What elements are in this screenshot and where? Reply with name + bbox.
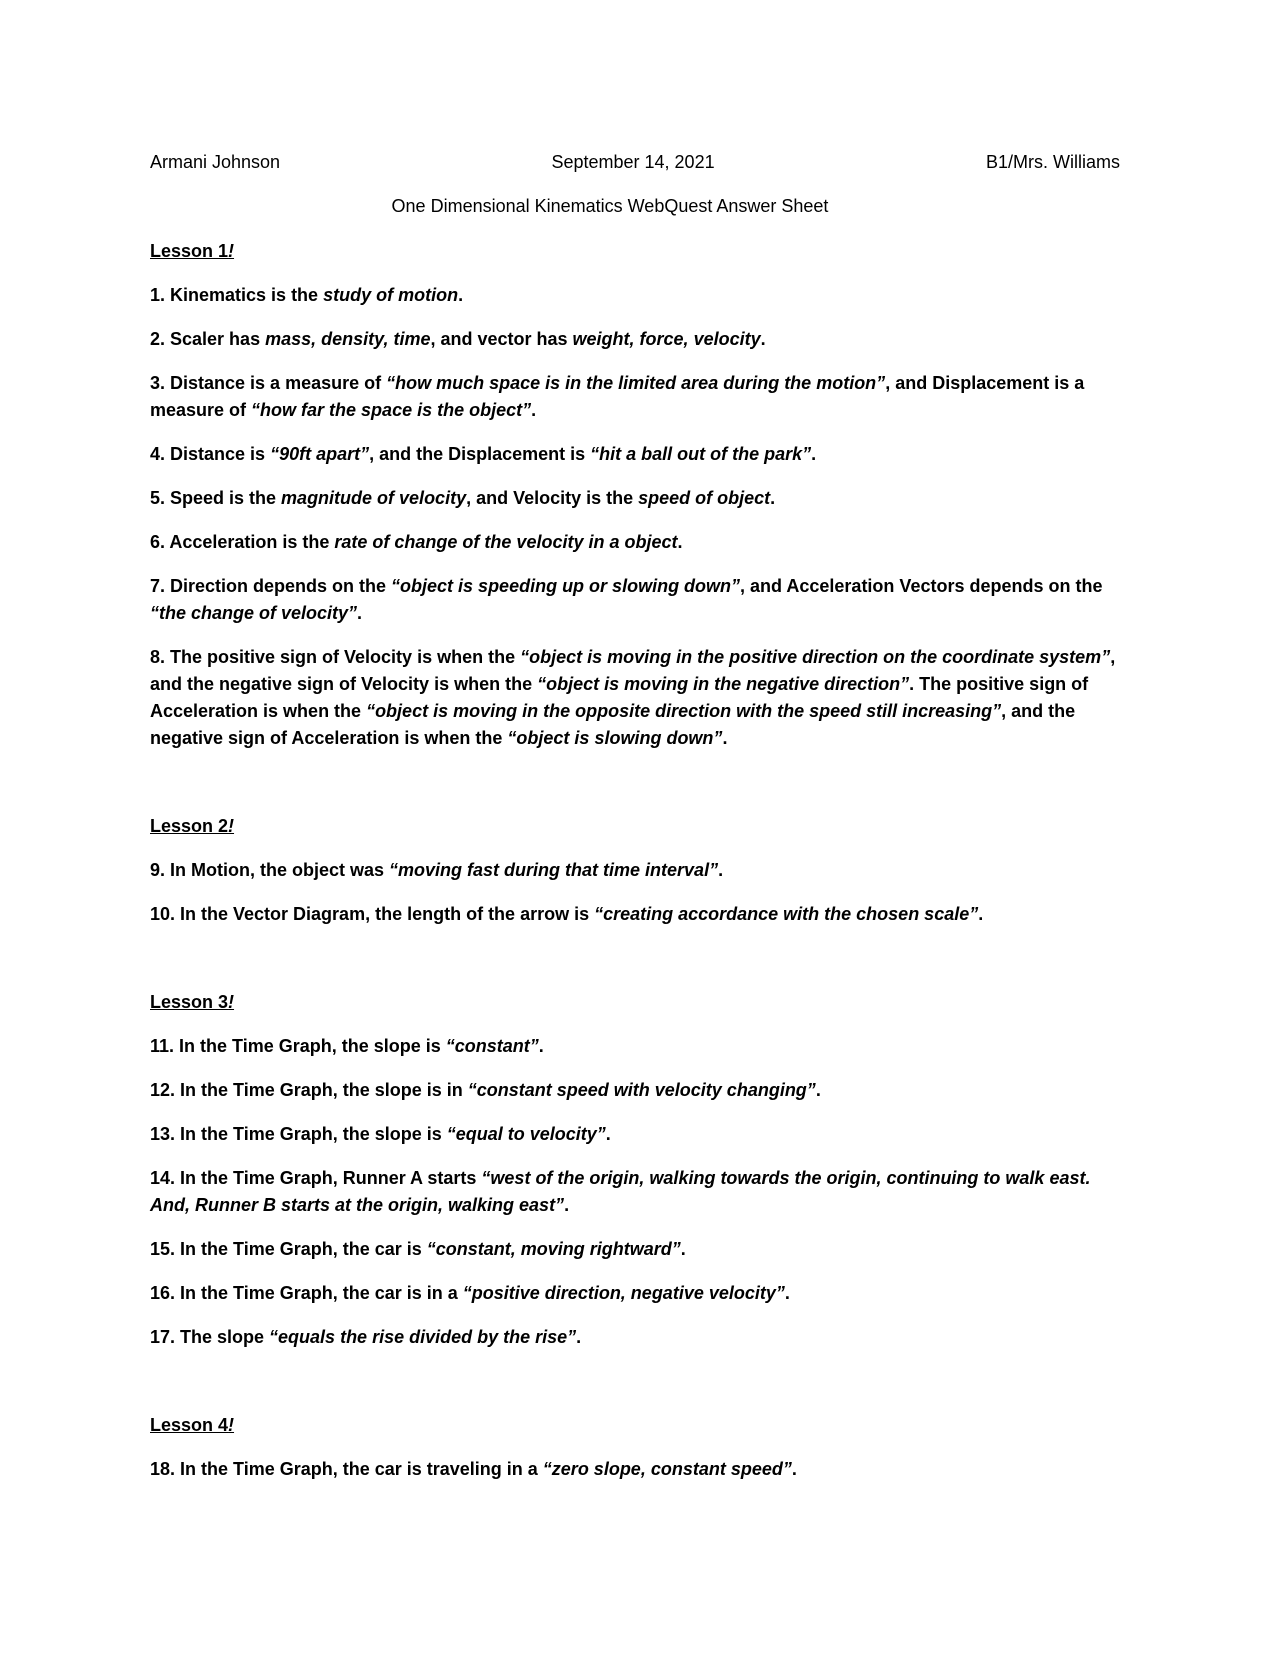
answer-text: “moving fast during that time interval” — [389, 860, 719, 880]
student-name: Armani Johnson — [150, 152, 281, 172]
answer-text: “the change of velocity” — [150, 603, 358, 623]
question-text: , and Displacement is a measure of — [150, 373, 1085, 420]
question-text: , and vector has — [430, 329, 573, 349]
answer-item — [150, 485, 1120, 512]
answer-text: “object is speeding up or slowing down” — [391, 576, 741, 596]
lesson-heading — [150, 813, 1120, 840]
class-teacher: B1/Mrs. Williams — [985, 152, 1120, 172]
answer-item — [150, 282, 1120, 309]
answer-item — [150, 644, 1120, 752]
question-text: 8. The positive sign of Velocity is when the — [150, 647, 521, 667]
question-text: . — [605, 1124, 611, 1144]
question-text: . The positive sign of Acceleration is when the — [150, 674, 1089, 721]
question-text: 13. In the Time Graph, the slope is — [150, 1124, 447, 1144]
lesson-heading-label: Lesson 4 — [150, 1415, 229, 1435]
question-text: 12. In the Time Graph, the slope is in — [150, 1080, 468, 1100]
answer-text: rate of change of the velocity in a object — [334, 532, 678, 552]
question-text: . — [531, 400, 537, 420]
section-spacer — [150, 1368, 1120, 1412]
question-text: . — [576, 1327, 582, 1347]
answer-text: “constant speed with velocity changing” — [467, 1080, 816, 1100]
question-text: , and the negative sign of Acceleration is when the — [150, 701, 1076, 748]
question-text: , and the Displacement is — [369, 444, 591, 464]
question-text: 3. Distance is a measure of — [150, 373, 387, 393]
question-text: 14. In the Time Graph, Runner A starts — [150, 1168, 482, 1188]
question-text: 6. Acceleration is the — [150, 532, 335, 552]
answer-text: “west of the origin, walking towards the origin, continuing to walk east. And, Runner B starts at the origin, walking east” — [150, 1168, 1091, 1215]
question-text: . — [357, 603, 363, 623]
question-text: 9. In Motion, the object was — [150, 860, 390, 880]
answer-item — [150, 1280, 1120, 1307]
question-text: . — [538, 1036, 544, 1056]
answer-text: “positive direction, negative velocity” — [462, 1283, 785, 1303]
answer-text: “object is moving in the opposite direction with the speed still increasing” — [366, 701, 1002, 721]
answer-text: “how much space is in the limited area during the motion” — [386, 373, 886, 393]
lesson-heading-exclamation: ! — [228, 992, 235, 1012]
answer-text: “constant” — [445, 1036, 539, 1056]
answer-item — [150, 441, 1120, 468]
question-text: , and Acceleration Vectors depends on the — [740, 576, 1103, 596]
question-text: . — [564, 1195, 570, 1215]
answer-text: “creating accordance with the chosen scale” — [594, 904, 979, 924]
answer-item — [150, 529, 1120, 556]
answer-text: “equals the rise divided by the rise” — [269, 1327, 577, 1347]
answer-text: “how far the space is the object” — [251, 400, 532, 420]
question-text: 4. Distance is — [150, 444, 271, 464]
answer-text: “hit a ball out of the park” — [590, 444, 812, 464]
answer-text: “constant, moving rightward” — [426, 1239, 681, 1259]
question-text: . — [680, 1239, 686, 1259]
question-text: , and the negative sign of Velocity is when the — [150, 647, 1116, 694]
question-text: . — [784, 1283, 790, 1303]
answer-text: weight, force, velocity — [572, 329, 761, 349]
answer-text: mass, density, time — [265, 329, 431, 349]
question-text: . — [718, 860, 724, 880]
lesson-heading-exclamation: ! — [228, 241, 235, 261]
answer-item — [150, 901, 1120, 928]
answer-item — [150, 1456, 1120, 1483]
question-text: 11. In the Time Graph, the slope is — [150, 1036, 446, 1056]
lesson-heading-label: Lesson 3 — [150, 992, 229, 1012]
answer-text: magnitude of velocity — [281, 488, 467, 508]
answer-text: “object is moving in the positive direction on the coordinate system” — [520, 647, 1111, 667]
answer-text: “object is moving in the negative direction” — [537, 674, 910, 694]
question-text: . — [458, 285, 464, 305]
lesson-heading-label: Lesson 1 — [150, 241, 229, 261]
lesson-heading-label: Lesson 2 — [150, 816, 229, 836]
section-spacer — [150, 769, 1120, 813]
answer-item — [150, 1077, 1120, 1104]
question-text: . — [760, 329, 766, 349]
question-text: 1. Kinematics is the — [150, 285, 324, 305]
question-text: 17. The slope — [150, 1327, 270, 1347]
answer-text: “zero slope, constant speed” — [542, 1459, 792, 1479]
page-title: One Dimensional Kinematics WebQuest Answer Sheet — [391, 196, 829, 216]
answer-item — [150, 370, 1120, 424]
answer-text: “90ft apart” — [270, 444, 370, 464]
question-text: . — [978, 904, 984, 924]
answer-item — [150, 1324, 1120, 1351]
question-text: . — [811, 444, 817, 464]
answer-item — [150, 1033, 1120, 1060]
lesson-heading — [150, 989, 1120, 1016]
answer-text: “object is slowing down” — [507, 728, 723, 748]
lesson-heading-exclamation: ! — [228, 816, 235, 836]
question-text: , and Velocity is the — [466, 488, 639, 508]
assignment-date: September 14, 2021 — [551, 152, 715, 172]
answer-body — [150, 238, 1120, 1500]
question-text: 18. In the Time Graph, the car is traveling in a — [150, 1459, 543, 1479]
answer-item — [150, 1236, 1120, 1263]
question-text: 5. Speed is the — [150, 488, 282, 508]
lesson-heading — [150, 238, 1120, 265]
answer-item — [150, 1121, 1120, 1148]
question-text: 15. In the Time Graph, the car is — [150, 1239, 427, 1259]
document-header — [150, 150, 1120, 174]
question-text: 2. Scaler has — [150, 329, 266, 349]
answer-item — [150, 326, 1120, 353]
question-text: . — [677, 532, 683, 552]
question-text: . — [791, 1459, 797, 1479]
question-text: . — [722, 728, 728, 748]
lesson-heading-exclamation: ! — [228, 1415, 235, 1435]
question-text: 16. In the Time Graph, the car is in a — [150, 1283, 463, 1303]
question-text: 7. Direction depends on the — [150, 576, 392, 596]
question-text: . — [770, 488, 776, 508]
section-spacer — [150, 945, 1120, 989]
lesson-heading — [150, 1412, 1120, 1439]
answer-item — [150, 573, 1120, 627]
question-text: . — [815, 1080, 821, 1100]
answer-text: speed of object — [638, 488, 771, 508]
answer-item — [150, 857, 1120, 884]
answer-text: “equal to velocity” — [446, 1124, 606, 1144]
question-text: 10. In the Vector Diagram, the length of the arrow is — [150, 904, 595, 924]
answer-text: study of motion — [323, 285, 459, 305]
answer-item — [150, 1165, 1120, 1219]
